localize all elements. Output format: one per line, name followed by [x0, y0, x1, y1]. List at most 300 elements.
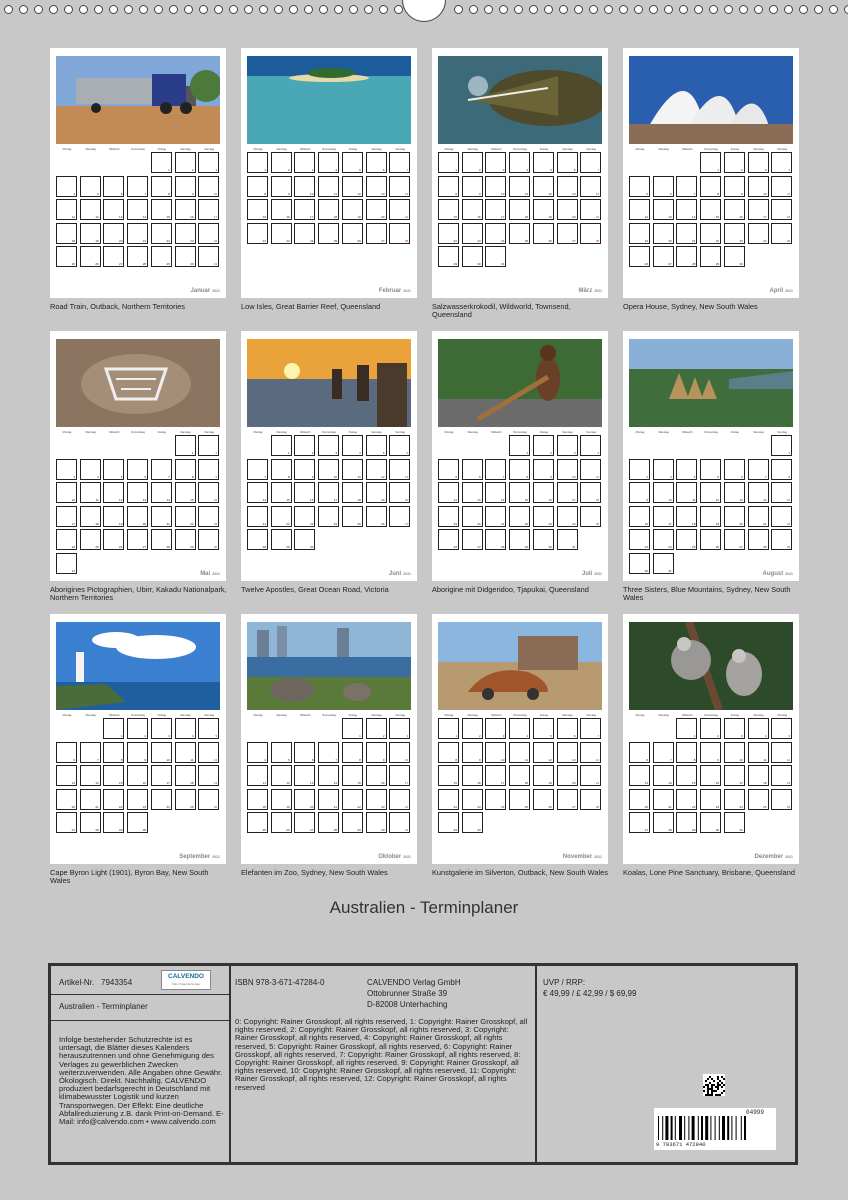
day-cell[interactable] [294, 152, 315, 173]
day-cell[interactable] [342, 176, 363, 197]
day-cell[interactable] [509, 789, 530, 810]
day-cell[interactable] [342, 459, 363, 480]
day-cell[interactable] [151, 199, 172, 220]
day-cell[interactable] [462, 529, 483, 550]
day-cell[interactable] [127, 199, 148, 220]
day-cell[interactable] [247, 506, 268, 527]
day-cell[interactable] [748, 482, 769, 503]
day-cell[interactable] [485, 152, 506, 173]
day-cell[interactable] [748, 223, 769, 244]
day-cell[interactable] [509, 765, 530, 786]
day-cell[interactable] [653, 459, 674, 480]
day-cell[interactable] [127, 765, 148, 786]
day-cell[interactable] [56, 789, 77, 810]
day-cell[interactable] [127, 742, 148, 763]
day-cell[interactable] [151, 529, 172, 550]
day-cell[interactable] [318, 176, 339, 197]
day-cell[interactable] [366, 435, 387, 456]
day-cell[interactable] [533, 152, 554, 173]
day-cell[interactable] [629, 246, 650, 267]
day-cell[interactable] [80, 812, 101, 833]
day-cell[interactable] [198, 718, 219, 739]
day-cell[interactable] [724, 718, 745, 739]
day-cell[interactable] [56, 199, 77, 220]
day-cell[interactable] [438, 152, 459, 173]
day-cell[interactable] [151, 246, 172, 267]
day-cell[interactable] [247, 742, 268, 763]
day-cell[interactable] [294, 742, 315, 763]
day-cell[interactable] [580, 152, 601, 173]
day-cell[interactable] [533, 765, 554, 786]
day-cell[interactable] [557, 529, 578, 550]
day-cell[interactable] [127, 506, 148, 527]
day-cell[interactable] [700, 223, 721, 244]
day-cell[interactable] [271, 765, 292, 786]
day-cell[interactable] [485, 718, 506, 739]
day-cell[interactable] [653, 742, 674, 763]
day-cell[interactable] [509, 482, 530, 503]
day-cell[interactable] [151, 718, 172, 739]
day-cell[interactable] [56, 553, 77, 574]
day-cell[interactable] [533, 223, 554, 244]
day-cell[interactable] [294, 199, 315, 220]
day-cell[interactable] [509, 529, 530, 550]
day-cell[interactable] [80, 199, 101, 220]
day-cell[interactable] [318, 482, 339, 503]
day-cell[interactable] [653, 506, 674, 527]
day-cell[interactable] [724, 765, 745, 786]
day-cell[interactable] [580, 718, 601, 739]
day-cell[interactable] [175, 529, 196, 550]
day-cell[interactable] [653, 246, 674, 267]
day-cell[interactable] [676, 176, 697, 197]
day-cell[interactable] [247, 789, 268, 810]
day-cell[interactable] [724, 152, 745, 173]
day-cell[interactable] [198, 176, 219, 197]
day-cell[interactable] [127, 246, 148, 267]
day-cell[interactable] [271, 506, 292, 527]
day-cell[interactable] [771, 435, 792, 456]
day-cell[interactable] [175, 742, 196, 763]
day-cell[interactable] [271, 435, 292, 456]
day-cell[interactable] [580, 789, 601, 810]
day-cell[interactable] [294, 482, 315, 503]
day-cell[interactable] [748, 529, 769, 550]
day-cell[interactable] [724, 223, 745, 244]
day-cell[interactable] [103, 718, 124, 739]
day-cell[interactable] [485, 459, 506, 480]
day-cell[interactable] [653, 553, 674, 574]
day-cell[interactable] [676, 789, 697, 810]
day-cell[interactable] [533, 506, 554, 527]
day-cell[interactable] [247, 459, 268, 480]
day-cell[interactable] [247, 199, 268, 220]
day-cell[interactable] [318, 223, 339, 244]
day-cell[interactable] [438, 812, 459, 833]
day-cell[interactable] [748, 765, 769, 786]
day-cell[interactable] [342, 765, 363, 786]
day-cell[interactable] [676, 199, 697, 220]
day-cell[interactable] [271, 529, 292, 550]
day-cell[interactable] [56, 459, 77, 480]
day-cell[interactable] [151, 223, 172, 244]
day-cell[interactable] [198, 482, 219, 503]
day-cell[interactable] [438, 246, 459, 267]
day-cell[interactable] [56, 246, 77, 267]
day-cell[interactable] [366, 459, 387, 480]
day-cell[interactable] [771, 459, 792, 480]
day-cell[interactable] [676, 459, 697, 480]
day-cell[interactable] [151, 765, 172, 786]
day-cell[interactable] [676, 506, 697, 527]
day-cell[interactable] [557, 199, 578, 220]
day-cell[interactable] [509, 742, 530, 763]
day-cell[interactable] [700, 765, 721, 786]
day-cell[interactable] [462, 223, 483, 244]
day-cell[interactable] [700, 459, 721, 480]
day-cell[interactable] [533, 789, 554, 810]
day-cell[interactable] [247, 223, 268, 244]
day-cell[interactable] [389, 152, 410, 173]
day-cell[interactable] [175, 435, 196, 456]
day-cell[interactable] [80, 223, 101, 244]
day-cell[interactable] [533, 459, 554, 480]
day-cell[interactable] [557, 435, 578, 456]
day-cell[interactable] [127, 223, 148, 244]
day-cell[interactable] [748, 176, 769, 197]
day-cell[interactable] [318, 152, 339, 173]
day-cell[interactable] [700, 529, 721, 550]
day-cell[interactable] [271, 199, 292, 220]
day-cell[interactable] [389, 812, 410, 833]
day-cell[interactable] [438, 506, 459, 527]
day-cell[interactable] [56, 742, 77, 763]
day-cell[interactable] [342, 812, 363, 833]
day-cell[interactable] [724, 482, 745, 503]
day-cell[interactable] [485, 765, 506, 786]
day-cell[interactable] [580, 459, 601, 480]
day-cell[interactable] [462, 506, 483, 527]
day-cell[interactable] [676, 742, 697, 763]
day-cell[interactable] [103, 459, 124, 480]
day-cell[interactable] [247, 765, 268, 786]
day-cell[interactable] [389, 223, 410, 244]
day-cell[interactable] [509, 435, 530, 456]
day-cell[interactable] [438, 482, 459, 503]
day-cell[interactable] [748, 459, 769, 480]
day-cell[interactable] [80, 506, 101, 527]
day-cell[interactable] [294, 459, 315, 480]
day-cell[interactable] [247, 529, 268, 550]
day-cell[interactable] [318, 199, 339, 220]
day-cell[interactable] [653, 199, 674, 220]
day-cell[interactable] [557, 459, 578, 480]
day-cell[interactable] [509, 152, 530, 173]
day-cell[interactable] [389, 435, 410, 456]
day-cell[interactable] [247, 482, 268, 503]
day-cell[interactable] [366, 718, 387, 739]
day-cell[interactable] [509, 199, 530, 220]
day-cell[interactable] [103, 812, 124, 833]
day-cell[interactable] [56, 176, 77, 197]
day-cell[interactable] [771, 529, 792, 550]
day-cell[interactable] [389, 506, 410, 527]
day-cell[interactable] [462, 199, 483, 220]
day-cell[interactable] [198, 152, 219, 173]
day-cell[interactable] [151, 176, 172, 197]
day-cell[interactable] [318, 435, 339, 456]
day-cell[interactable] [653, 789, 674, 810]
day-cell[interactable] [342, 789, 363, 810]
day-cell[interactable] [175, 482, 196, 503]
day-cell[interactable] [198, 765, 219, 786]
day-cell[interactable] [318, 789, 339, 810]
day-cell[interactable] [294, 506, 315, 527]
day-cell[interactable] [629, 812, 650, 833]
day-cell[interactable] [103, 506, 124, 527]
day-cell[interactable] [629, 742, 650, 763]
day-cell[interactable] [271, 152, 292, 173]
day-cell[interactable] [389, 459, 410, 480]
day-cell[interactable] [366, 812, 387, 833]
day-cell[interactable] [103, 199, 124, 220]
day-cell[interactable] [748, 742, 769, 763]
day-cell[interactable] [557, 765, 578, 786]
day-cell[interactable] [389, 482, 410, 503]
day-cell[interactable] [342, 718, 363, 739]
day-cell[interactable] [342, 199, 363, 220]
day-cell[interactable] [580, 742, 601, 763]
day-cell[interactable] [700, 176, 721, 197]
day-cell[interactable] [509, 718, 530, 739]
day-cell[interactable] [462, 152, 483, 173]
day-cell[interactable] [294, 223, 315, 244]
day-cell[interactable] [151, 742, 172, 763]
day-cell[interactable] [771, 152, 792, 173]
day-cell[interactable] [198, 789, 219, 810]
day-cell[interactable] [462, 789, 483, 810]
day-cell[interactable] [103, 176, 124, 197]
day-cell[interactable] [127, 812, 148, 833]
day-cell[interactable] [700, 482, 721, 503]
day-cell[interactable] [462, 482, 483, 503]
day-cell[interactable] [748, 506, 769, 527]
day-cell[interactable] [580, 506, 601, 527]
day-cell[interactable] [175, 789, 196, 810]
day-cell[interactable] [294, 765, 315, 786]
day-cell[interactable] [700, 789, 721, 810]
day-cell[interactable] [748, 718, 769, 739]
day-cell[interactable] [653, 223, 674, 244]
day-cell[interactable] [485, 223, 506, 244]
day-cell[interactable] [700, 718, 721, 739]
day-cell[interactable] [198, 223, 219, 244]
day-cell[interactable] [485, 199, 506, 220]
day-cell[interactable] [629, 506, 650, 527]
day-cell[interactable] [724, 812, 745, 833]
day-cell[interactable] [80, 742, 101, 763]
day-cell[interactable] [580, 435, 601, 456]
day-cell[interactable] [247, 152, 268, 173]
day-cell[interactable] [103, 789, 124, 810]
day-cell[interactable] [771, 742, 792, 763]
day-cell[interactable] [198, 199, 219, 220]
day-cell[interactable] [342, 506, 363, 527]
day-cell[interactable] [629, 765, 650, 786]
day-cell[interactable] [318, 812, 339, 833]
day-cell[interactable] [271, 482, 292, 503]
day-cell[interactable] [271, 812, 292, 833]
day-cell[interactable] [271, 459, 292, 480]
day-cell[interactable] [724, 176, 745, 197]
day-cell[interactable] [676, 812, 697, 833]
day-cell[interactable] [56, 812, 77, 833]
day-cell[interactable] [175, 176, 196, 197]
day-cell[interactable] [700, 742, 721, 763]
day-cell[interactable] [485, 742, 506, 763]
day-cell[interactable] [175, 459, 196, 480]
day-cell[interactable] [151, 789, 172, 810]
day-cell[interactable] [509, 459, 530, 480]
day-cell[interactable] [724, 199, 745, 220]
day-cell[interactable] [80, 176, 101, 197]
day-cell[interactable] [127, 459, 148, 480]
day-cell[interactable] [509, 176, 530, 197]
day-cell[interactable] [103, 482, 124, 503]
day-cell[interactable] [676, 223, 697, 244]
day-cell[interactable] [103, 765, 124, 786]
day-cell[interactable] [56, 506, 77, 527]
day-cell[interactable] [771, 765, 792, 786]
day-cell[interactable] [389, 199, 410, 220]
day-cell[interactable] [676, 718, 697, 739]
day-cell[interactable] [271, 742, 292, 763]
day-cell[interactable] [771, 718, 792, 739]
day-cell[interactable] [294, 529, 315, 550]
day-cell[interactable] [366, 152, 387, 173]
day-cell[interactable] [366, 506, 387, 527]
day-cell[interactable] [271, 789, 292, 810]
day-cell[interactable] [198, 246, 219, 267]
day-cell[interactable] [485, 506, 506, 527]
day-cell[interactable] [533, 199, 554, 220]
day-cell[interactable] [389, 718, 410, 739]
day-cell[interactable] [700, 506, 721, 527]
day-cell[interactable] [580, 765, 601, 786]
day-cell[interactable] [294, 812, 315, 833]
day-cell[interactable] [56, 765, 77, 786]
day-cell[interactable] [485, 529, 506, 550]
day-cell[interactable] [438, 199, 459, 220]
day-cell[interactable] [533, 718, 554, 739]
day-cell[interactable] [80, 459, 101, 480]
day-cell[interactable] [438, 529, 459, 550]
day-cell[interactable] [748, 152, 769, 173]
day-cell[interactable] [771, 506, 792, 527]
day-cell[interactable] [127, 482, 148, 503]
day-cell[interactable] [151, 459, 172, 480]
day-cell[interactable] [462, 718, 483, 739]
day-cell[interactable] [629, 459, 650, 480]
day-cell[interactable] [175, 765, 196, 786]
day-cell[interactable] [175, 506, 196, 527]
day-cell[interactable] [485, 482, 506, 503]
day-cell[interactable] [724, 529, 745, 550]
day-cell[interactable] [557, 223, 578, 244]
day-cell[interactable] [366, 765, 387, 786]
day-cell[interactable] [175, 718, 196, 739]
day-cell[interactable] [127, 176, 148, 197]
day-cell[interactable] [438, 223, 459, 244]
day-cell[interactable] [580, 482, 601, 503]
day-cell[interactable] [533, 742, 554, 763]
day-cell[interactable] [198, 506, 219, 527]
day-cell[interactable] [748, 199, 769, 220]
day-cell[interactable] [366, 223, 387, 244]
day-cell[interactable] [724, 246, 745, 267]
day-cell[interactable] [724, 506, 745, 527]
day-cell[interactable] [366, 482, 387, 503]
day-cell[interactable] [653, 529, 674, 550]
day-cell[interactable] [462, 812, 483, 833]
day-cell[interactable] [366, 176, 387, 197]
day-cell[interactable] [103, 529, 124, 550]
day-cell[interactable] [318, 742, 339, 763]
day-cell[interactable] [127, 529, 148, 550]
day-cell[interactable] [629, 223, 650, 244]
day-cell[interactable] [700, 152, 721, 173]
day-cell[interactable] [438, 459, 459, 480]
day-cell[interactable] [771, 176, 792, 197]
day-cell[interactable] [676, 529, 697, 550]
day-cell[interactable] [151, 506, 172, 527]
day-cell[interactable] [342, 435, 363, 456]
day-cell[interactable] [629, 529, 650, 550]
day-cell[interactable] [724, 789, 745, 810]
day-cell[interactable] [103, 742, 124, 763]
day-cell[interactable] [151, 152, 172, 173]
day-cell[interactable] [771, 223, 792, 244]
day-cell[interactable] [580, 223, 601, 244]
day-cell[interactable] [175, 199, 196, 220]
day-cell[interactable] [462, 176, 483, 197]
day-cell[interactable] [342, 742, 363, 763]
day-cell[interactable] [198, 459, 219, 480]
day-cell[interactable] [485, 176, 506, 197]
day-cell[interactable] [389, 789, 410, 810]
day-cell[interactable] [366, 199, 387, 220]
day-cell[interactable] [294, 789, 315, 810]
day-cell[interactable] [462, 246, 483, 267]
day-cell[interactable] [485, 789, 506, 810]
day-cell[interactable] [294, 176, 315, 197]
day-cell[interactable] [342, 223, 363, 244]
day-cell[interactable] [198, 435, 219, 456]
day-cell[interactable] [676, 246, 697, 267]
day-cell[interactable] [629, 199, 650, 220]
day-cell[interactable] [509, 506, 530, 527]
day-cell[interactable] [629, 789, 650, 810]
day-cell[interactable] [318, 506, 339, 527]
day-cell[interactable] [198, 742, 219, 763]
day-cell[interactable] [629, 176, 650, 197]
day-cell[interactable] [175, 152, 196, 173]
day-cell[interactable] [318, 459, 339, 480]
day-cell[interactable] [56, 223, 77, 244]
day-cell[interactable] [56, 529, 77, 550]
day-cell[interactable] [771, 482, 792, 503]
day-cell[interactable] [151, 482, 172, 503]
